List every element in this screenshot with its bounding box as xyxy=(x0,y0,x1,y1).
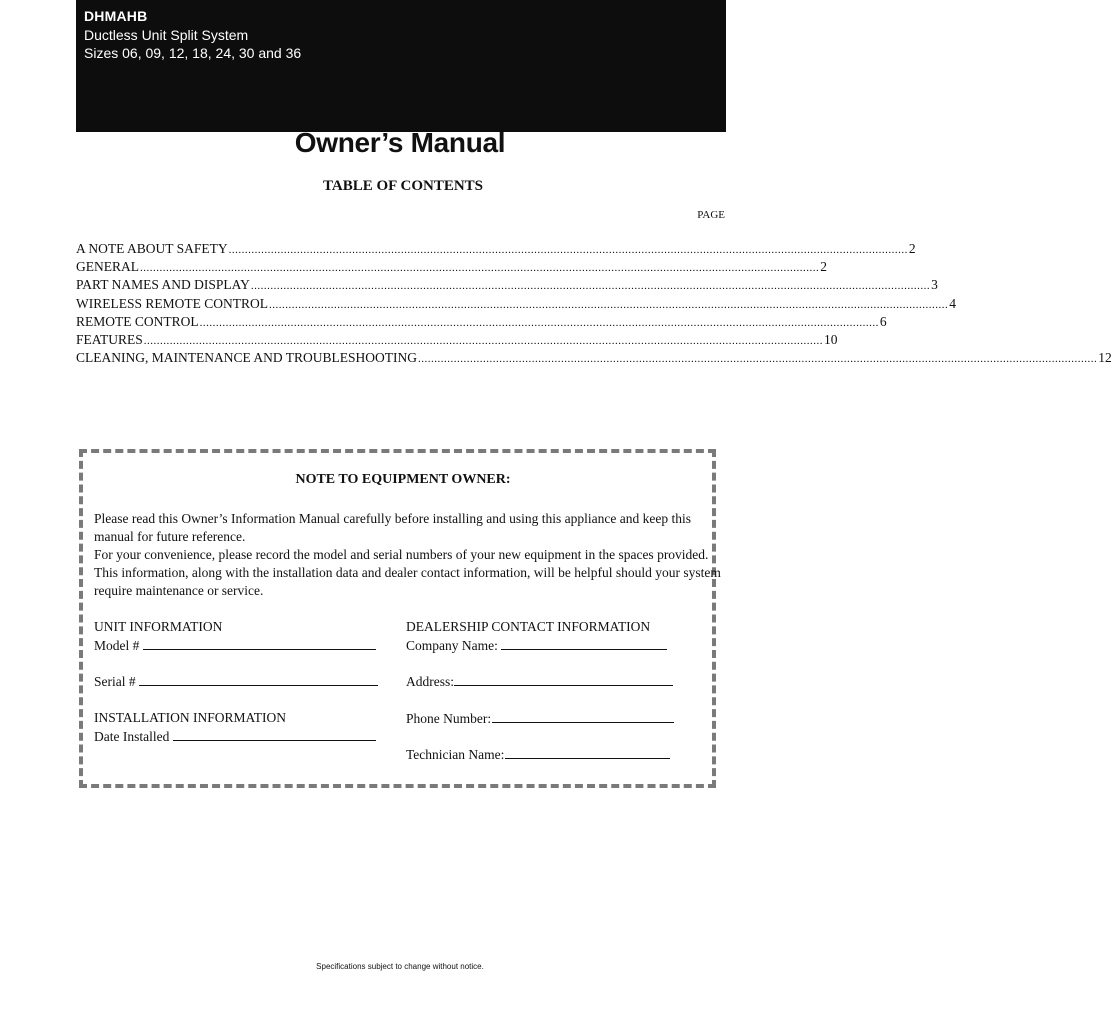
company-name-field[interactable] xyxy=(406,636,667,655)
company-name-label: Company Name: xyxy=(406,638,498,653)
toc-entry xyxy=(76,276,938,294)
toc-leader-dots: ................................................................................................................................................................................................................. xyxy=(417,353,1098,366)
technician-name-line[interactable] xyxy=(505,745,670,759)
header-band xyxy=(76,0,726,132)
toc-entry xyxy=(76,331,838,349)
serial-number-label: Serial # xyxy=(94,674,136,689)
toc-entry-title: PART NAMES AND DISPLAY xyxy=(76,277,250,293)
footer-note: Specifications subject to change without notice. xyxy=(316,962,484,971)
toc-entry-title: FEATURES xyxy=(76,331,143,347)
toc-entry-title: A NOTE ABOUT SAFETY xyxy=(76,241,228,256)
phone-number-line[interactable] xyxy=(492,709,674,723)
owner-note-paragraph: Please read this Owner’s Information Manual carefully before installing and using this appliance and keep this manual for future reference. xyxy=(94,511,691,544)
date-installed-line[interactable] xyxy=(173,727,376,741)
model-code: DHMAHB xyxy=(84,8,148,24)
toc-entry-page: 4 xyxy=(949,295,956,311)
toc-leader-dots: ................................................................................................................................................................................................................. xyxy=(228,244,908,256)
toc-leader-dots: ................................................................................................................................................................................................................. xyxy=(250,280,931,293)
date-installed-field[interactable] xyxy=(94,727,376,746)
phone-number-label: Phone Number: xyxy=(406,711,492,726)
owner-note-title: NOTE TO EQUIPMENT OWNER: xyxy=(295,472,511,487)
phone-number-field[interactable] xyxy=(406,709,674,728)
model-number-label: Model # xyxy=(94,638,140,653)
document-title: Owner’s Manual xyxy=(294,127,506,158)
owner-note-paragraph: For your convenience, please record the model and serial numbers of your new equipment in the spaces provided. This information, along with the installation data and dealer contact information, will be helpful should your system require maintenance or service. xyxy=(94,547,721,598)
dealership-info-heading: DEALERSHIP CONTACT INFORMATION xyxy=(406,619,651,634)
product-sizes: Sizes 06, 09, 12, 18, 24, 30 and 36 xyxy=(84,45,302,61)
product-description: Ductless Unit Split System xyxy=(84,27,249,43)
toc-heading: TABLE OF CONTENTS xyxy=(322,178,484,194)
address-field[interactable] xyxy=(406,672,673,691)
date-installed-label: Date Installed xyxy=(94,729,170,744)
technician-name-field[interactable] xyxy=(406,745,670,764)
toc-entry-page: 2 xyxy=(908,241,916,256)
toc-entry-title: GENERAL xyxy=(76,259,139,275)
toc-leader-dots: ................................................................................................................................................................................................................. xyxy=(269,298,949,311)
toc-leader-dots: ................................................................................................................................................................................................................. xyxy=(140,262,820,275)
installation-info-heading: INSTALLATION INFORMATION xyxy=(94,710,287,725)
company-name-line[interactable] xyxy=(501,636,667,650)
toc-entry xyxy=(76,349,1112,367)
toc-entry xyxy=(76,258,827,276)
toc-leader-dots: ................................................................................................................................................................................................................. xyxy=(199,316,879,329)
toc-entry-page: 2 xyxy=(820,259,827,275)
toc-entry-page: 6 xyxy=(879,313,887,329)
unit-info-heading: UNIT INFORMATION xyxy=(94,619,223,634)
toc-entry xyxy=(76,240,916,258)
address-line[interactable] xyxy=(454,672,673,686)
toc-entry-page: 10 xyxy=(824,331,838,347)
model-number-field[interactable] xyxy=(94,636,376,655)
model-number-line[interactable] xyxy=(143,636,376,650)
toc-entry-page: 12 xyxy=(1098,350,1112,366)
toc-entry-title: CLEANING, MAINTENANCE AND TROUBLESHOOTING xyxy=(76,350,417,366)
address-label: Address: xyxy=(406,674,454,689)
technician-name-label: Technician Name: xyxy=(406,747,505,762)
toc-page-label: PAGE xyxy=(697,209,725,221)
toc-entry-title: WIRELESS REMOTE CONTROL xyxy=(76,295,268,311)
serial-number-field[interactable] xyxy=(94,672,378,691)
toc-entry-page: 3 xyxy=(931,277,938,293)
table-of-contents xyxy=(76,240,1112,367)
serial-number-line[interactable] xyxy=(139,672,378,686)
toc-entry xyxy=(76,295,956,313)
toc-entry-title: REMOTE CONTROL xyxy=(76,313,199,329)
toc-entry xyxy=(76,313,887,331)
toc-leader-dots: ................................................................................................................................................................................................................. xyxy=(143,334,824,347)
